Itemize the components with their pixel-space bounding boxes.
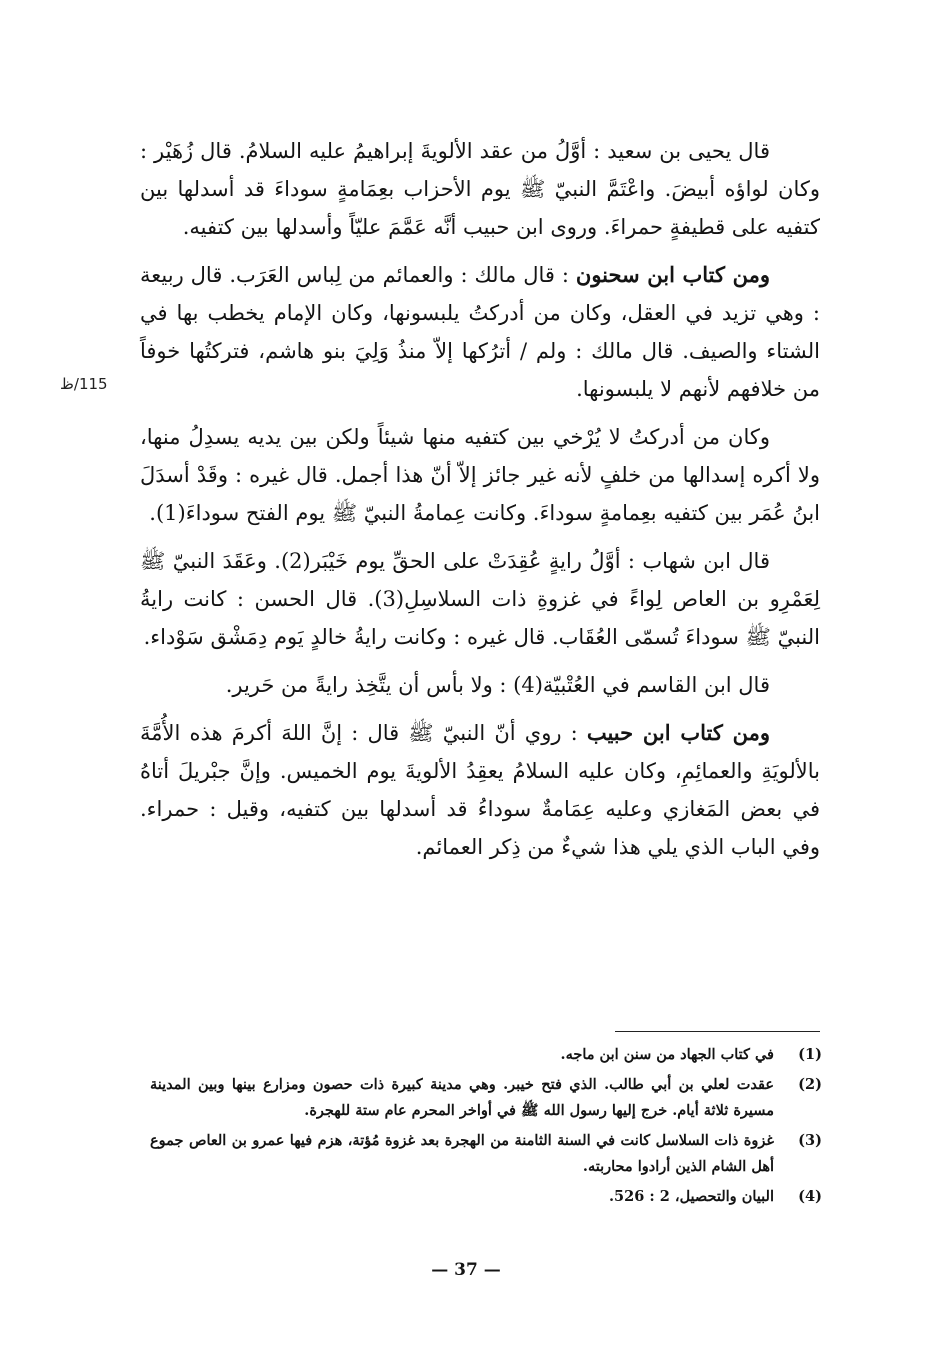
paragraph-5	[140, 666, 820, 704]
footnotes	[150, 1042, 822, 1214]
paragraph-2-text: : قال مالك : والعمائم من لِباس العَرَب. قال ربيعة : وهي تزيد في العقل، وكان من أدركتُ يلبسونها، وكان الإمام يخطب بها في الشتاء والصيف. قال مالك : ولم / أترُكها إلاّ منذُ وَلِيَ بنو هاشم، فتركتُها خوفاً من خلافهم لأنهم لا يلبسونها.	[140, 263, 820, 401]
page-number: — 37 —	[431, 1260, 501, 1280]
paragraph-3-text: وكان من أدركتُ لا يُرْخي بين كتفيه منها شيئاً ولكن بين يديه يسدِلُ منها، ولا أكره إسدالها من خلفٍ لأنه غير جائز إلاّ أنّ هذا أجمل. قال غيره : وقَدْ أسدَلَ ابنُ عُمَر بين كتفيه بعِمامةٍ سوداءَ. وكانت عِمامةُ النبيّ ﷺ يوم الفتح سوداءَ(1).	[140, 425, 820, 525]
paragraph-6	[140, 714, 820, 866]
footnote-separator	[615, 1031, 820, 1032]
footnote-1	[150, 1042, 822, 1068]
paragraph-3	[140, 418, 820, 532]
main-text	[140, 132, 820, 876]
paragraph-6-text: : روي أنّ النبيّ ﷺ قال : إنَّ اللهَ أكرمَ هذه الأُمَّةَ بالألويَةِ والعمائِمِ، وكان عليه السلامُ يعقِدُ الألويةَ يوم الخميس. وإنَّ جبْريلَ أتاهُ في بعض المَغازي وعليه عِمَامةٌ سوداءُ قد أسدلها بين كتفيه، وقيل : حمراء. وفي الباب الذي يلي هذا شيءٌ من ذِكر العمائم.	[140, 721, 820, 859]
paragraph-2-lead: ومن كتاب ابن سحنون	[575, 262, 770, 287]
footnote-number: (1)	[798, 1046, 822, 1063]
footnote-number: (4)	[798, 1188, 822, 1205]
paragraph-2	[140, 256, 820, 408]
paragraph-1	[140, 132, 820, 246]
paragraph-4-text: قال ابن شهاب : أوَّلُ رايةٍ عُقِدَتْ على الحقِّ يوم خَيْبَر(2). وعَقَدَ النبيّ ﷺ لِعَمْرِو بن العاص لِواءً في غزوةِ ذات السلاسِلِ(3). قال الحسن : كانت رايةُ النبيّ ﷺ سوداءَ تُسمّى العُقَاب. قال غيره : وكانت رايةُ خالدٍ يَوم دِمَشْق سَوْداء.	[140, 549, 820, 649]
manuscript-folio-note: 115/ظ	[60, 375, 108, 393]
footnote-text: غزوة ذات السلاسل كانت في السنة الثامنة من الهجرة بعد غزوة مُؤتة، هزم فيها عمرو بن العاص جموع أهل الشام الذين أرادوا محاربته.	[150, 1132, 774, 1175]
paragraph-1-text: قال يحيى بن سعيد : أوَّلُ من عقد الألويةَ إبراهيمُ عليه السلامُ. قال زُهَيْر : وكان لواؤه أبيضَ. واعْتَمَّ النبيّ ﷺ يوم الأحزاب بعِمَامةٍ سوداءَ قد أسدلها بين كتفيه على قطيفةٍ حمراءَ. وروى ابن حبيب أنَّه عَمَّمَ عليّاً وأسدلها بين كتفيه.	[140, 139, 820, 239]
paragraph-4	[140, 542, 820, 656]
footnote-text: البيان والتحصيل، 2 : 526.	[608, 1188, 774, 1205]
footnote-text: عقدت لعلي بن أبي طالب. الذي فتح خيبر. وهي مدينة كبيرة ذات حصون ومزارع بينها وبين المدينة مسيرة ثلاثة أيام. خرج إليها رسول الله ﷺ في أواخر المحرم عام ستة للهجرة.	[150, 1076, 774, 1119]
footnote-4	[150, 1184, 822, 1210]
footnote-2	[150, 1072, 822, 1124]
footnote-3	[150, 1128, 822, 1180]
paragraph-6-lead: ومن كتاب ابن حبيب	[586, 720, 770, 745]
footnote-number: (2)	[798, 1076, 822, 1093]
footnote-text: في كتاب الجهاد من سنن ابن ماجه.	[560, 1046, 774, 1063]
footnote-number: (3)	[798, 1132, 822, 1149]
paragraph-5-text: قال ابن القاسم في العُتْبيّة(4) : ولا بأس أن يتَّخِذ رايةً من حَرير.	[225, 673, 770, 697]
